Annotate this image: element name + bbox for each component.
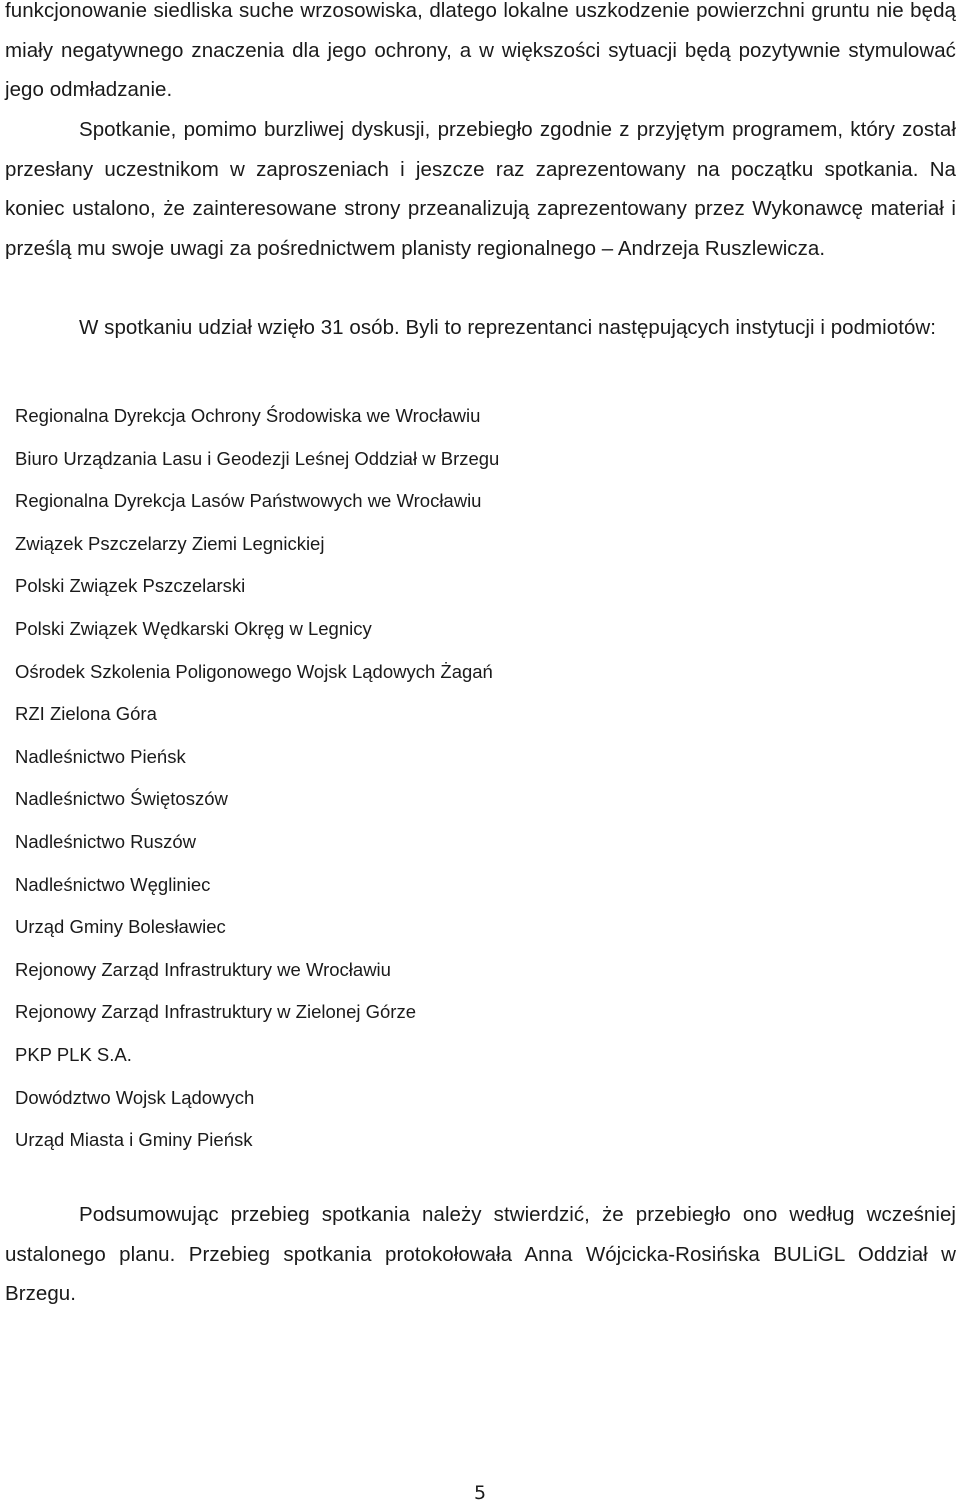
page-number: 5 xyxy=(473,1482,487,1504)
list-item: Nadleśnictwo Ruszów xyxy=(15,830,196,852)
institutions-list xyxy=(15,395,499,1162)
list-item: Biuro Urządzania Lasu i Geodezji Leśnej Oddział w Brzegu xyxy=(15,447,500,469)
list-item: Regionalna Dyrekcja Lasów Państwowych we Wrocławiu xyxy=(15,490,482,512)
list-item: Dowództwo Wojsk Lądowych xyxy=(15,1086,255,1108)
paragraph-meeting-summary: Spotkanie, pomimo burzliwej dyskusji, przebiegło zgodnie z przyjętym programem, który został przesłany uczestnikom w zaproszeniach i jeszcze raz zaprezentowany na początku spotkania. Na koniec ustalono, że zainteresowane strony przeanalizują zaprezentowany przez Wykonawcę materiał i prześlą mu swoje uwagi za pośrednictwem planisty regionalnego – Andrzeja Ruszlewicza. xyxy=(5,118,956,260)
list-item: Urząd Gminy Bolesławiec xyxy=(15,916,226,938)
list-item: Polski Związek Pszczelarski xyxy=(15,575,246,597)
paragraph-attendance: W spotkaniu udział wzięło 31 osób. Byli to reprezentanci następujących instytucji i podmiotów: xyxy=(79,316,937,339)
list-item: Regionalna Dyrekcja Ochrony Środowiska we Wrocławiu xyxy=(15,405,481,426)
list-item: PKP PLK S.A. xyxy=(15,1043,132,1065)
list-item: RZI Zielona Góra xyxy=(15,703,157,725)
list-item: Nadleśnictwo Węgliniec xyxy=(15,873,211,895)
list-item: Polski Związek Wędkarski Okręg w Legnicy xyxy=(15,617,372,639)
list-item: Nadleśnictwo Pieńsk xyxy=(15,745,186,767)
list-item: Ośrodek Szkolenia Poligonowego Wojsk Lądowych Żagań xyxy=(15,660,493,682)
list-item: Związek Pszczelarzy Ziemi Legnickiej xyxy=(15,532,325,554)
list-item: Nadleśnictwo Świętoszów xyxy=(15,788,228,810)
list-item: Urząd Miasta i Gminy Pieńsk xyxy=(15,1129,253,1151)
list-item: Rejonowy Zarząd Infrastruktury w Zielonej Górze xyxy=(15,1001,416,1023)
paragraph-habitat-conclusion: funkcjonowanie siedliska suche wrzosowiska, dlatego lokalne uszkodzenie powierzchni gruntu nie będą miały negatywnego znaczenia dla jego ochrony, a w większości sytuacji będą pozytywnie stymulować jego odmładzanie. xyxy=(5,0,956,101)
list-item: Rejonowy Zarząd Infrastruktury we Wrocławiu xyxy=(15,958,391,980)
paragraph-closing-summary: Podsumowując przebieg spotkania należy stwierdzić, że przebiegło ono według wcześniej ustalonego planu. Przebieg spotkania protokołowała Anna Wójcicka-Rosińska BULiGL Oddział w Brzegu. xyxy=(5,1203,956,1305)
